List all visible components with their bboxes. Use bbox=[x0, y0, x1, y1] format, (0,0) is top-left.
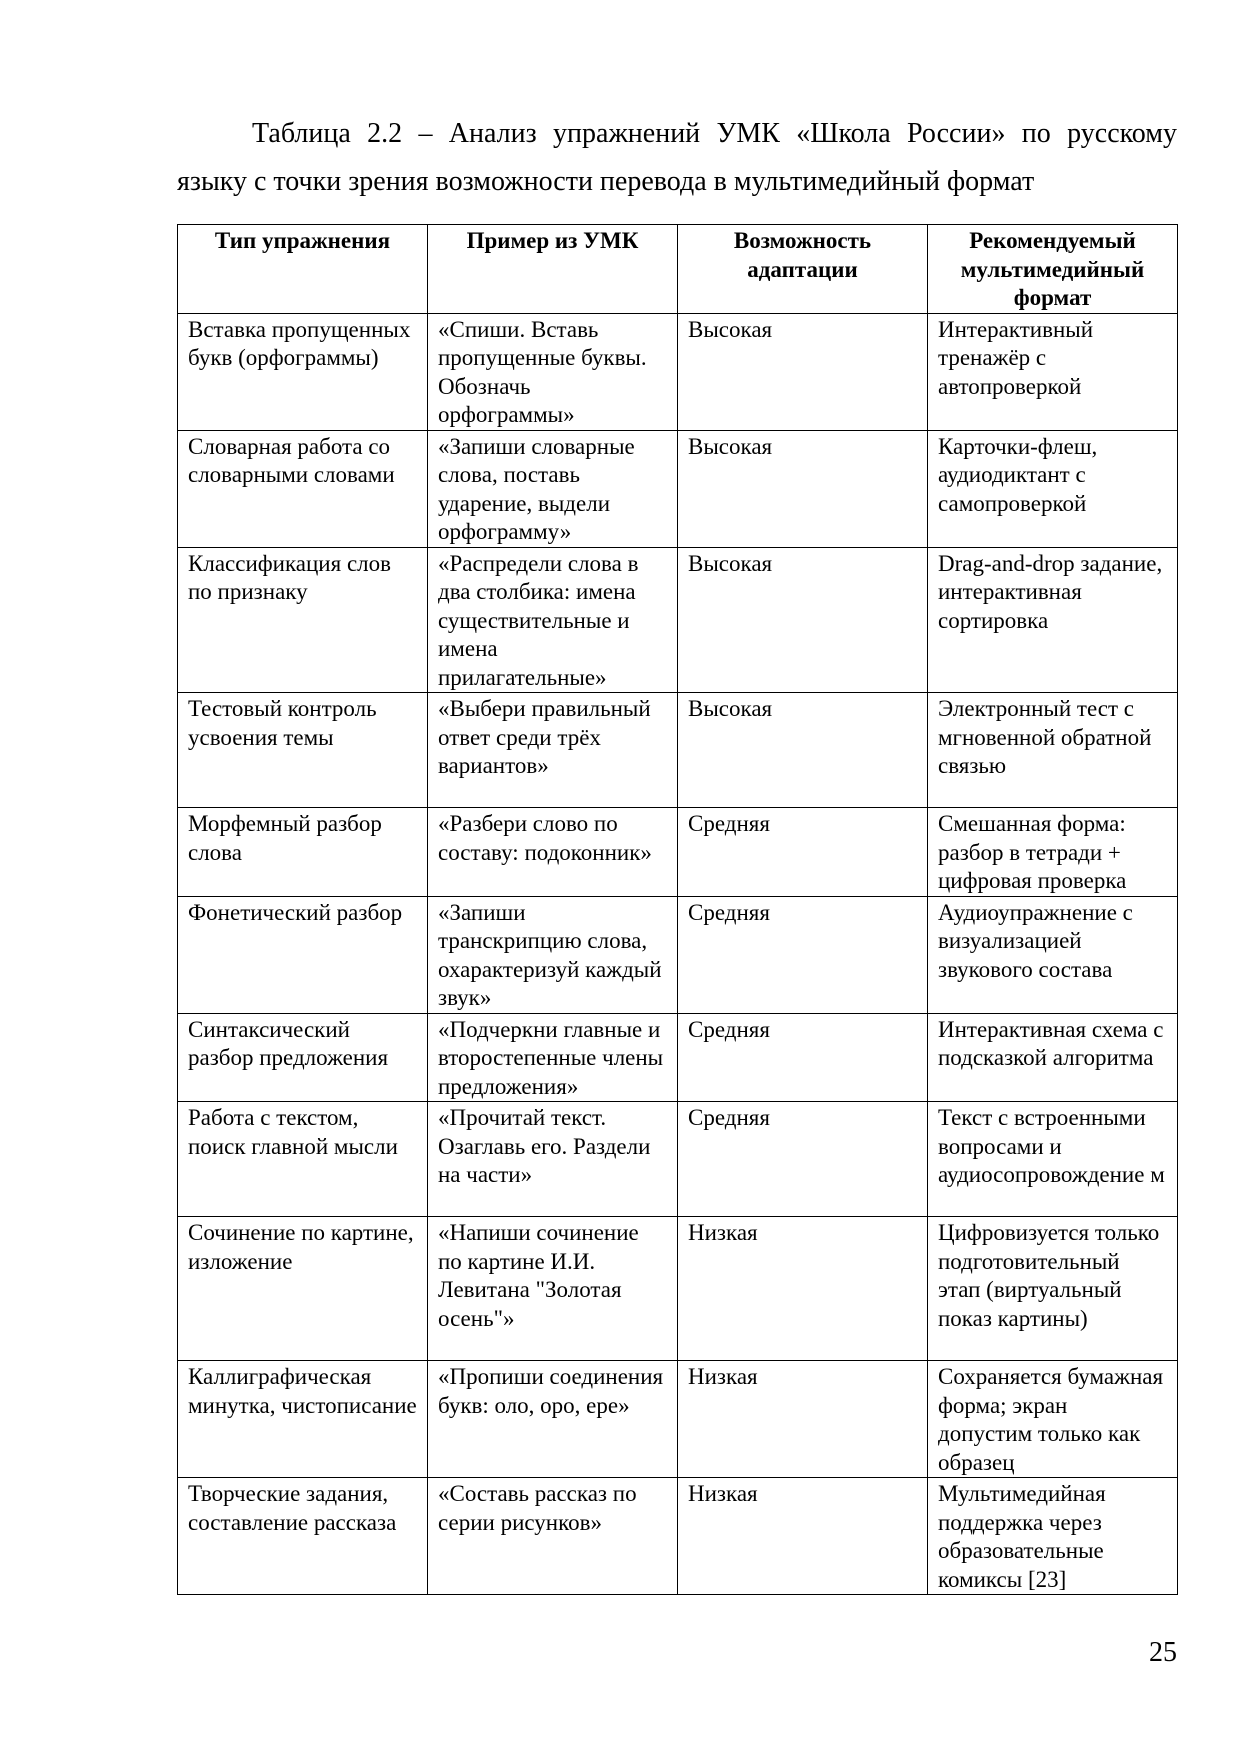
header-exercise-type: Тип упражнения bbox=[178, 225, 428, 314]
cell-level: Высокая bbox=[678, 547, 928, 693]
cell-format: Сохраняется бумажная форма; экран допустим только как образец bbox=[928, 1361, 1178, 1478]
cell-format: Интерактивная схема с подсказкой алгоритма bbox=[928, 1013, 1178, 1102]
header-example: Пример из УМК bbox=[428, 225, 678, 314]
cell-type: Тестовый контроль усвоения темы bbox=[178, 693, 428, 808]
cell-level: Средняя bbox=[678, 1013, 928, 1102]
cell-example: «Запиши словарные слова, поставь ударение, выдели орфограмму» bbox=[428, 430, 678, 547]
cell-type: Фонетический разбор bbox=[178, 896, 428, 1013]
table-row bbox=[178, 693, 1178, 808]
cell-level: Высокая bbox=[678, 693, 928, 808]
header-format: Рекомендуемый мультимедийный формат bbox=[928, 225, 1178, 314]
cell-format: Интерактивный тренажёр с автопроверкой bbox=[928, 313, 1178, 430]
cell-example: «Выбери правильный ответ среди трёх вариантов» bbox=[428, 693, 678, 808]
cell-example: «Напиши сочинение по картине И.И. Левитана "Золотая осень"» bbox=[428, 1217, 678, 1361]
table-row bbox=[178, 430, 1178, 547]
table-header-row bbox=[178, 225, 1178, 314]
cell-type: Вставка пропущенных букв (орфограммы) bbox=[178, 313, 428, 430]
cell-type: Морфемный разбор слова bbox=[178, 808, 428, 897]
cell-level: Средняя bbox=[678, 1102, 928, 1217]
cell-level: Высокая bbox=[678, 313, 928, 430]
cell-format: Электронный тест с мгновенной обратной связью bbox=[928, 693, 1178, 808]
cell-level: Высокая bbox=[678, 430, 928, 547]
table-row bbox=[178, 313, 1178, 430]
cell-example: «Прочитай текст. Озаглавь его. Раздели на части» bbox=[428, 1102, 678, 1217]
table-row bbox=[178, 896, 1178, 1013]
cell-example: «Запиши транскрипцию слова, охарактеризуй каждый звук» bbox=[428, 896, 678, 1013]
table-row bbox=[178, 1478, 1178, 1595]
table-row bbox=[178, 1013, 1178, 1102]
cell-format: Цифровизуется только подготовительный этап (виртуальный показ картины) bbox=[928, 1217, 1178, 1361]
cell-example: «Распредели слова в два столбика: имена существительные и имена прилагательные» bbox=[428, 547, 678, 693]
cell-level: Низкая bbox=[678, 1361, 928, 1478]
table-row bbox=[178, 547, 1178, 693]
cell-example: «Спиши. Вставь пропущенные буквы. Обозначь орфограммы» bbox=[428, 313, 678, 430]
cell-format: Текст с встроенными вопросами и аудиосопровождение м bbox=[928, 1102, 1178, 1217]
caption-line-1: Таблица 2.2 – Анализ упражнений УМК «Школа России» по русскому bbox=[252, 118, 1177, 149]
cell-type: Сочинение по картине, изложение bbox=[178, 1217, 428, 1361]
page-number: 25 bbox=[1149, 1637, 1177, 1668]
table-row bbox=[178, 1361, 1178, 1478]
cell-type: Творческие задания, составление рассказа bbox=[178, 1478, 428, 1595]
cell-level: Средняя bbox=[678, 808, 928, 897]
caption-line-2: языку с точки зрения возможности перевода в мультимедийный формат bbox=[177, 166, 1035, 197]
header-adaptation: Возможность адаптации bbox=[678, 225, 928, 314]
table-row bbox=[178, 808, 1178, 897]
table-caption bbox=[177, 110, 1177, 206]
cell-example: «Подчеркни главные и второстепенные члены предложения» bbox=[428, 1013, 678, 1102]
cell-example: «Составь рассказ по серии рисунков» bbox=[428, 1478, 678, 1595]
cell-format: Мультимедийная поддержка через образовательные комиксы [23] bbox=[928, 1478, 1178, 1595]
cell-level: Низкая bbox=[678, 1478, 928, 1595]
cell-format: Смешанная форма: разбор в тетради + цифровая проверка bbox=[928, 808, 1178, 897]
cell-level: Средняя bbox=[678, 896, 928, 1013]
cell-type: Классификация слов по признаку bbox=[178, 547, 428, 693]
table-row bbox=[178, 1217, 1178, 1361]
cell-type: Синтаксический разбор предложения bbox=[178, 1013, 428, 1102]
cell-type: Каллиграфическая минутка, чистописание bbox=[178, 1361, 428, 1478]
table-row bbox=[178, 1102, 1178, 1217]
exercise-analysis-table bbox=[177, 224, 1178, 1595]
cell-example: «Разбери слово по составу: подоконник» bbox=[428, 808, 678, 897]
cell-type: Словарная работа со словарными словами bbox=[178, 430, 428, 547]
cell-format: Аудиоупражнение с визуализацией звукового состава bbox=[928, 896, 1178, 1013]
cell-type: Работа с текстом, поиск главной мысли bbox=[178, 1102, 428, 1217]
cell-format: Карточки-флеш, аудиодиктант с самопроверкой bbox=[928, 430, 1178, 547]
cell-level: Низкая bbox=[678, 1217, 928, 1361]
cell-format: Drag-and-drop задание, интерактивная сортировка bbox=[928, 547, 1178, 693]
cell-example: «Пропиши соединения букв: оло, оро, ере» bbox=[428, 1361, 678, 1478]
